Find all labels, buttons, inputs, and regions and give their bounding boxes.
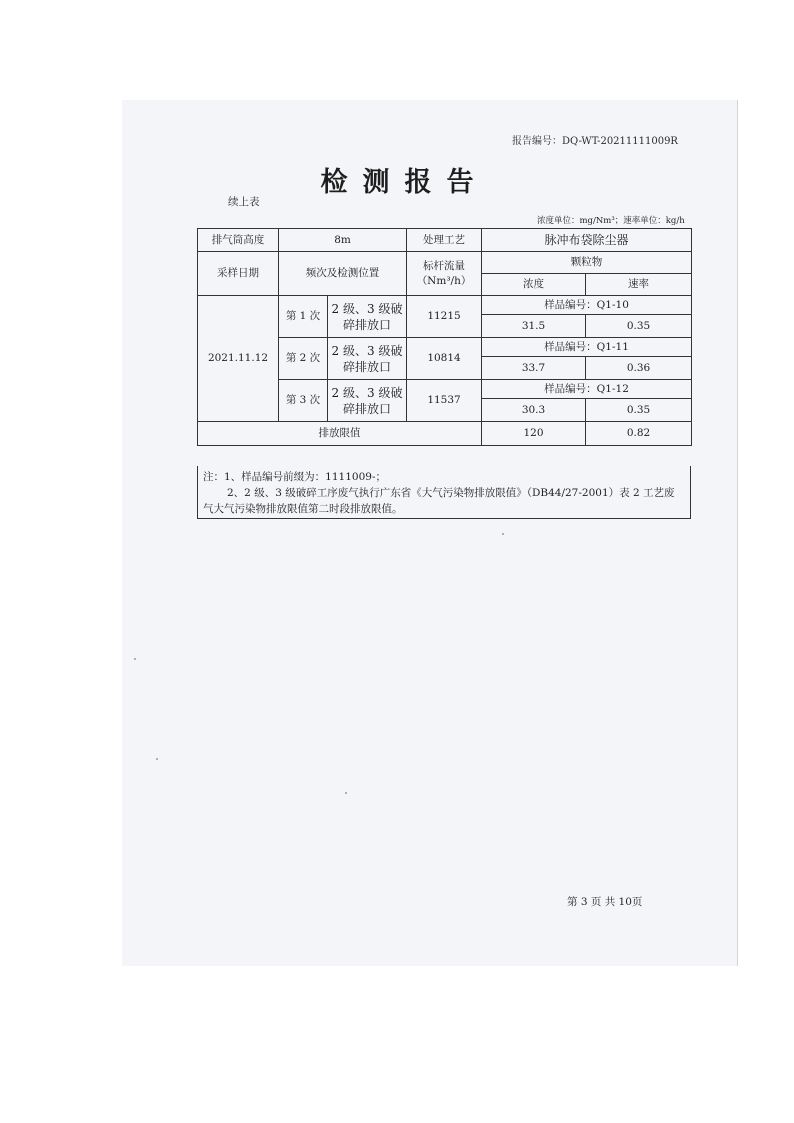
sample-concentration: 31.5 <box>482 315 586 338</box>
report-title: 检测报告 <box>320 167 489 198</box>
sample-number: 样品编号：Q1-12 <box>482 380 692 399</box>
table-row <box>198 252 692 274</box>
position-line2: 碎排放口 <box>343 317 392 332</box>
sample-concentration: 33.7 <box>482 357 586 380</box>
position-line2: 碎排放口 <box>343 359 392 374</box>
pollutant-header: 颗粒物 <box>482 252 692 274</box>
scan-speck <box>345 792 347 794</box>
scan-speck <box>502 533 504 535</box>
sample-frequency: 第 3 次 <box>279 380 328 422</box>
limit-concentration: 120 <box>482 422 586 446</box>
position-line1: 2 级、3 级破 <box>331 343 403 358</box>
flow-header-line2: （Nm³/h） <box>416 274 472 287</box>
limit-rate: 0.82 <box>586 422 692 446</box>
sample-flow: 10814 <box>407 338 482 380</box>
flow-header <box>407 252 482 296</box>
units-note: 浓度单位：mg/Nm³；速率单位：kg/h <box>537 216 685 226</box>
conc-header: 浓度 <box>482 274 586 296</box>
process-label: 处理工艺 <box>407 229 482 252</box>
sample-concentration: 30.3 <box>482 399 586 422</box>
sample-rate: 0.35 <box>586 315 692 338</box>
results-table <box>197 228 692 446</box>
table-row <box>198 296 692 315</box>
continued-label: 续上表 <box>228 196 260 208</box>
flow-header-line1: 标杆流量 <box>423 259 466 272</box>
process-value: 脉冲布袋除尘器 <box>482 229 692 252</box>
date-header: 采样日期 <box>198 252 279 296</box>
report-number: 报告编号：DQ-WT-20211111009R <box>512 136 678 147</box>
page-number: 第 3 页 共 10页 <box>567 896 643 908</box>
sample-flow: 11537 <box>407 380 482 422</box>
scan-speck <box>134 658 136 660</box>
sample-frequency: 第 2 次 <box>279 338 328 380</box>
sample-position <box>328 380 407 422</box>
position-line1: 2 级、3 级破 <box>331 385 403 400</box>
limit-label: 排放限值 <box>198 422 482 446</box>
rate-header: 速率 <box>586 274 692 296</box>
sample-frequency: 第 1 次 <box>279 296 328 338</box>
sampling-date: 2021.11.12 <box>198 296 279 422</box>
position-line1: 2 级、3 级破 <box>331 301 403 316</box>
table-row <box>198 422 692 446</box>
sample-position <box>328 296 407 338</box>
sample-rate: 0.36 <box>586 357 692 380</box>
page-edge <box>737 100 738 966</box>
sample-flow: 11215 <box>407 296 482 338</box>
note-line1: 注：1、样品编号前缀为：1111009-； <box>203 471 386 483</box>
scan-speck <box>156 758 158 760</box>
note-line2: 2、2 级、3 级破碎工序废气执行广东省《大气污染物排放限值》（DB44/27-2001）表 2 工艺废气大气污染物排放限值第二时段排放限值。 <box>203 487 675 515</box>
sample-position <box>328 338 407 380</box>
stack-height-value: 8m <box>279 229 407 252</box>
position-line2: 碎排放口 <box>343 401 392 416</box>
sample-rate: 0.35 <box>586 399 692 422</box>
sample-number: 样品编号：Q1-11 <box>482 338 692 357</box>
freq-position-header: 频次及检测位置 <box>279 252 407 296</box>
table-note <box>197 466 691 519</box>
stack-height-label: 排气筒高度 <box>198 229 279 252</box>
sample-number: 样品编号：Q1-10 <box>482 296 692 315</box>
table-row <box>198 229 692 252</box>
